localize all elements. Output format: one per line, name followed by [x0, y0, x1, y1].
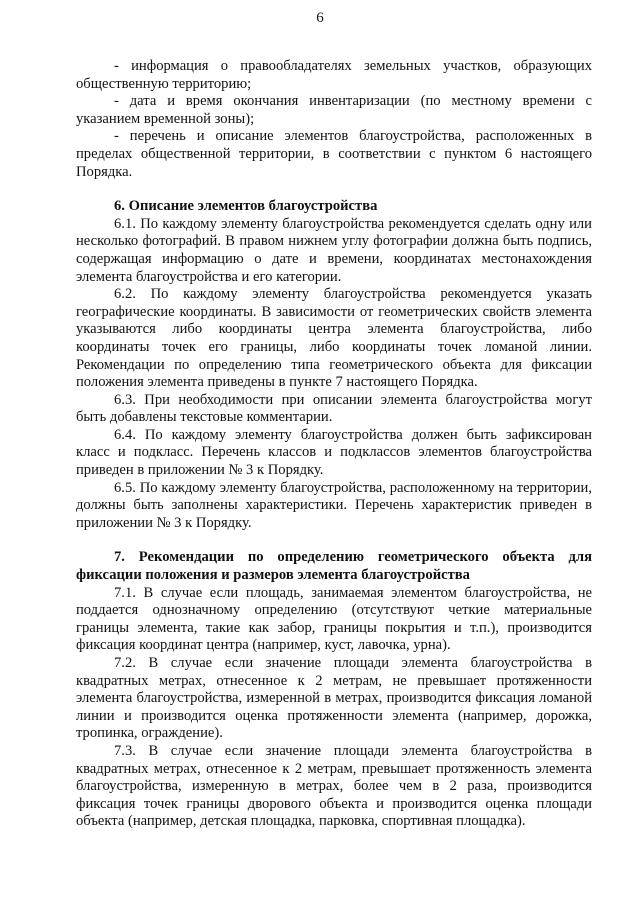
list-item: - информация о правообладателях земельных участков, образующих общественную территорию; [76, 58, 592, 92]
section-spacer [76, 181, 592, 198]
paragraph: 6.1. По каждому элементу благоустройства рекомендуется сделать одну или несколько фотографий. В правом нижнем углу фотографии должна быть подпись, содержащая информацию о дате и времени, координатах местонахождения элемента благоустройства и его категории. [76, 215, 592, 285]
paragraph: 7.1. В случае если площадь, занимаемая элементом благоустройства, не поддается однозначному определению (отсутствуют четкие материальные границы элемента, такие как забор, границы покрытия и т.п.), производится фиксация координат центра (например, куст, лавочка, урна). [76, 584, 592, 654]
paragraph: 6.3. При необходимости при описании элемента благоустройства могут быть добавлены текстовые комментарии. [76, 391, 592, 426]
paragraph: 6.2. По каждому элементу благоустройства рекомендуется указать географические координаты. В зависимости от геометрических свойств элемента указываются либо координаты центра элемента благоустройства, либо координаты точек его границы, либо координаты точек ломаной линии. Рекомендации по определению типа геометрического объекта для фиксации положения элемента приведены в пункте 7 настоящего Порядка. [76, 286, 592, 391]
document-body [76, 58, 592, 831]
paragraph: 6.5. По каждому элементу благоустройства, расположенному на территории, должны быть заполнены характеристики. Перечень характеристик приведен в приложении № 3 к Порядку. [76, 479, 592, 531]
paragraph: 6.4. По каждому элементу благоустройства должен быть зафиксирован класс и подкласс. Перечень классов и подклассов элементов благоустройства приведен в приложении № 3 к Порядку. [76, 426, 592, 479]
list-item: - перечень и описание элементов благоустройства, расположенных в пределах общественной территории, в соответствии с пунктом 6 настоящего Порядка. [76, 128, 592, 180]
section-heading: 7. Рекомендации по определению геометрического объекта для фиксации положения и размеров элемента благоустройства [76, 549, 592, 584]
paragraph: 7.2. В случае если значение площади элемента благоустройства в квадратных метрах, отнесенное к 2 метрам, не превышает протяженности элемента благоустройства, измеренной в метрах, производится фиксация ломаной линии и производится оценка протяженности элемента (например, дорожка, тропинка, ограждение). [76, 655, 592, 742]
list-item: - дата и время окончания инвентаризации (по местному времени с указанием временной зоны); [76, 93, 592, 127]
page-number: 6 [316, 10, 324, 26]
paragraph: 7.3. В случае если значение площади элемента благоустройства в квадратных метрах, отнесенное к 2 метрам, превышает протяженность элемента благоустройства, измеренную в метрах, более чем в 2 раза, производится фиксация точек границы дворового объекта и производится оценка площади объекта (например, детская площадка, парковка, спортивная площадка). [76, 742, 592, 830]
section-heading: 6. Описание элементов благоустройства [114, 198, 378, 215]
section-spacer [76, 532, 592, 549]
